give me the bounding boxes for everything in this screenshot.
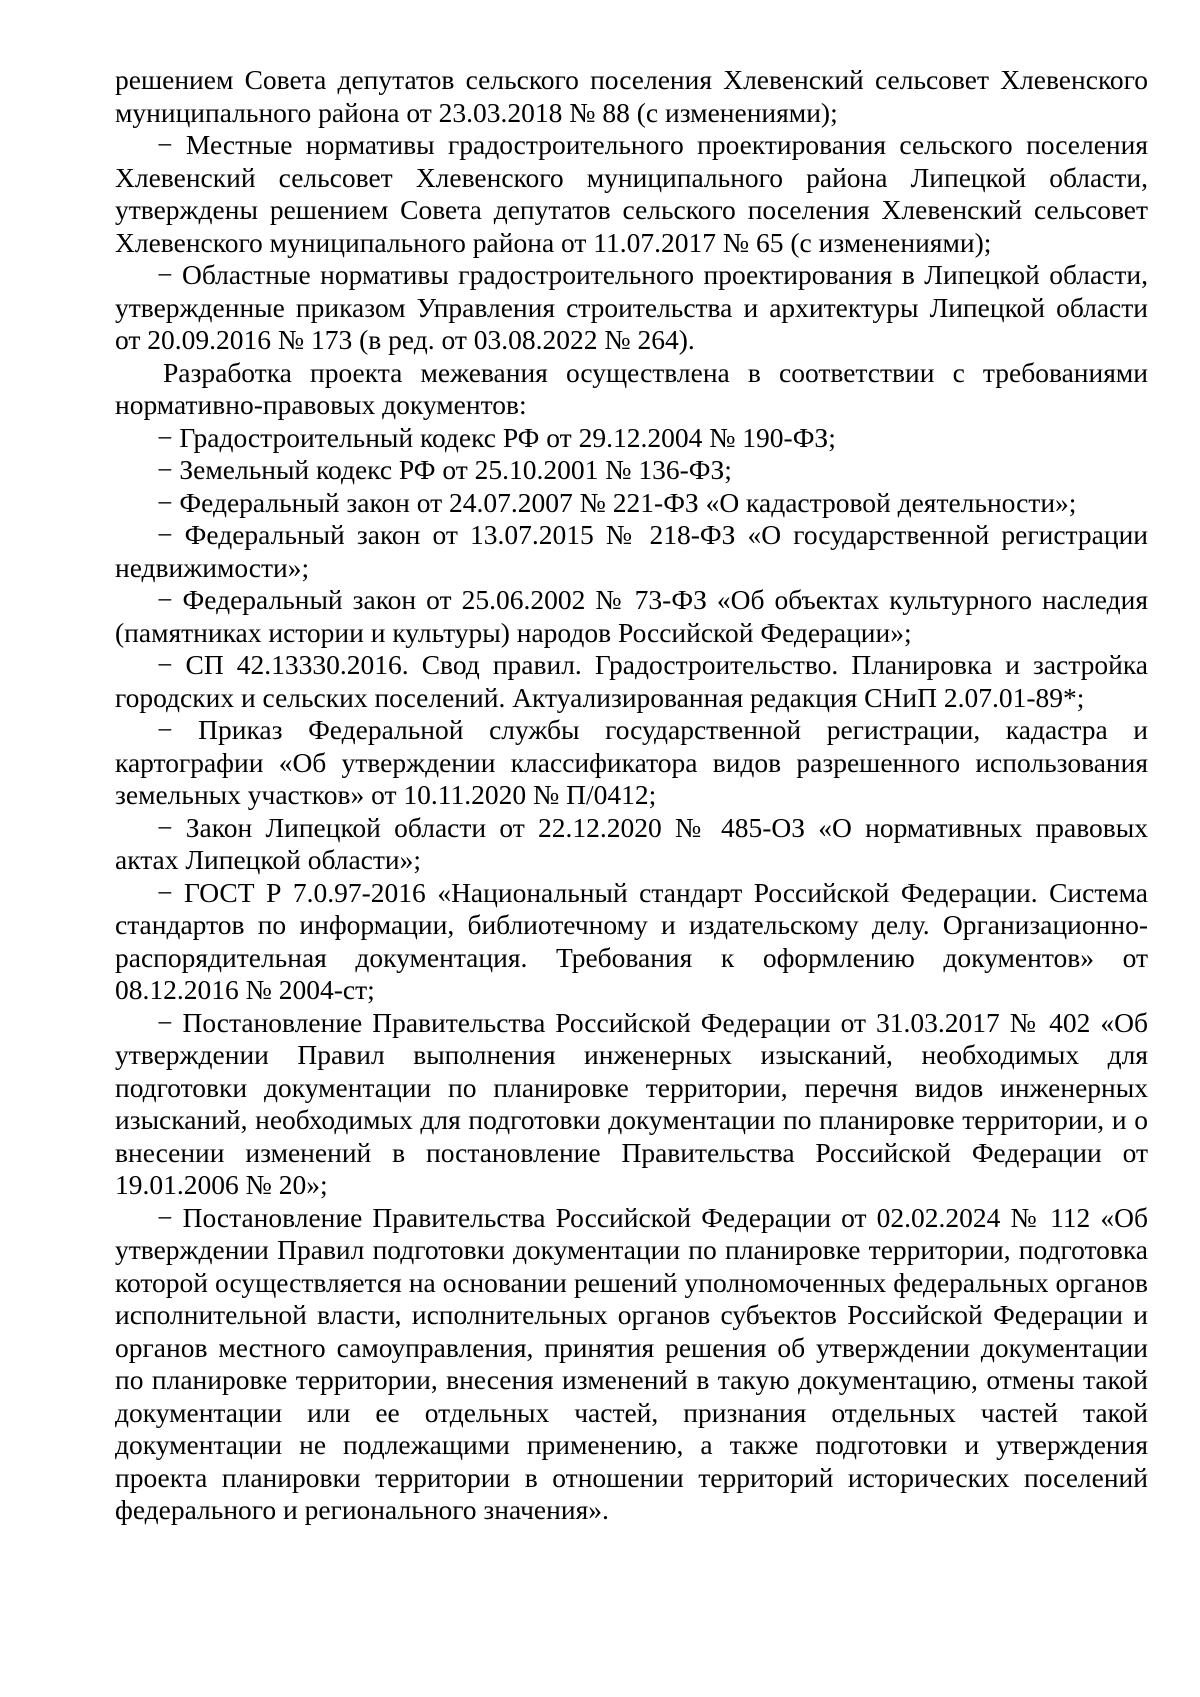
list-item-regional-standards: − Областные нормативы градостроительного проектирования в Липецкой области, утвержденные приказом Управления строительства и архитектуры Липецкой области от 20.09.2016 № 173 (в ред. от 03.08.2022 № 264). [115, 259, 1148, 355]
document-page [115, 64, 1148, 1527]
intro-paragraph: Разработка проекта межевания осуществлена в соответствии с требованиями нормативно-правовых документов: [115, 356, 1148, 420]
list-item-urban-code: − Градостроительный кодекс РФ от 29.12.2004 № 190-ФЗ; [157, 421, 836, 453]
list-item-resolution-112: − Постановление Правительства Российской Федерации от 02.02.2024 № 112 «Об утверждении Правил подготовки документации по планировке территории, подготовка которой осуществляется на основании решений уполномоченных федеральных органов исполнительной власти, исполнительных органов субъектов Российской Федерации и органов местного самоуправления, принятия решения об утверждении документации по планировке территории, внесения изменений в такую документацию, отмены такой документации или ее отдельных частей, признания отдельных частей такой документации не подлежащими применению, а также подготовки и утверждения проекта планировки территории в отношении территорий исторических поселений федерального и регионального значения». [115, 1201, 1148, 1525]
list-item-gost: − ГОСТ Р 7.0.97-2016 «Национальный стандарт Российской Федерации. Система стандартов по информации, библиотечному и издательскому делу. Организационно-распорядительная документация. Требования к оформлению документов» от 08.12.2016 № 2004-ст; [115, 876, 1148, 1005]
list-item-resolution-402: − Постановление Правительства Российской Федерации от 31.03.2017 № 402 «Об утверждении Правил выполнения инженерных изысканий, необходимых для подготовки документации по планировке территории, перечня видов инженерных изысканий, необходимых для подготовки документации по планировке территории, и о внесении изменений в постановление Правительства Российской Федерации от 19.01.2006 № 20»; [115, 1006, 1148, 1200]
list-item-heritage-law: − Федеральный закон от 25.06.2002 № 73-ФЗ «Об объектах культурного наследия (памятниках истории и культуры) народов Российской Федерации»; [115, 584, 1148, 648]
list-item-land-code: − Земельный кодекс РФ от 25.10.2001 № 136-ФЗ; [157, 454, 732, 485]
list-item-sp-rules: − СП 42.13330.2016. Свод правил. Градостроительство. Планировка и застройка городских и сельских поселений. Актуализированная редакция СНиП 2.07.01-89*; [115, 649, 1148, 713]
list-item-local-standards: − Местные нормативы градостроительного проектирования сельского поселения Хлевенский сельсовет Хлевенского муниципального района Липецкой области, утверждены решением Совета депутатов сельского поселения Хлевенский сельсовет Хлевенского муниципального района от 11.07.2017 № 65 (с изменениями); [115, 129, 1148, 258]
continued-paragraph: решением Совета депутатов сельского поселения Хлевенский сельсовет Хлевенского муниципального района от 23.03.2018 № 88 (с изменениями); [115, 64, 1148, 128]
list-item-rosreestr-order: − Приказ Федеральной службы государственной регистрации, кадастра и картографии «Об утверждении классификатора видов разрешенного использования земельных участков» от 10.11.2020 № П/0412; [115, 714, 1148, 810]
list-item-lipetsk-law: − Закон Липецкой области от 22.12.2020 № 485-ОЗ «О нормативных правовых актах Липецкой области»; [115, 811, 1148, 875]
list-item-cadastral-law: − Федеральный закон от 24.07.2007 № 221-ФЗ «О кадастровой деятельности»; [157, 486, 1077, 518]
list-item-registration-law: − Федеральный закон от 13.07.2015 № 218-ФЗ «О государственной регистрации недвижимости»; [115, 519, 1148, 583]
